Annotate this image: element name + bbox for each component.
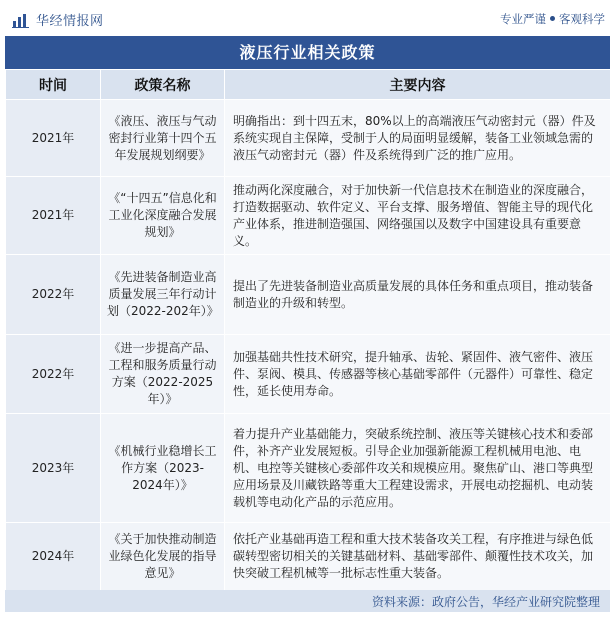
bar-chart-logo-icon [12, 12, 30, 28]
top-bar [0, 0, 615, 36]
slogan [500, 11, 605, 27]
row-year: 2023年 [6, 414, 101, 523]
table-row [6, 335, 611, 414]
row-policy-name: 《机械行业稳增长工作方案（2023-2024年）》 [101, 414, 225, 523]
policy-table [5, 69, 611, 591]
table-row [6, 414, 611, 523]
row-policy-name: 《先进装备制造业高质量发展三年行动计划（2022-202年）》 [101, 255, 225, 335]
row-content: 加强基础共性技术研究，提升轴承、齿轮、紧固件、液气密件、液压件、泵阀、模具、传感器等核心基础零部件（元器件）可靠性、稳定性，延长使用寿命。 [225, 335, 611, 414]
brand-name: 华经情报网 [36, 14, 104, 29]
page-title: 液压行业相关政策 [5, 36, 610, 69]
slogan-right: 客观科学 [559, 12, 605, 26]
table-row [6, 523, 611, 591]
row-policy-name: 《关于加快推动制造业绿色化发展的指导意见》 [101, 523, 225, 591]
source-note: 资料来源：政府公告，华经产业研究院整理 [371, 595, 600, 609]
row-policy-name: 《“十四五”信息化和工业化深度融合发展规划》 [101, 177, 225, 255]
row-policy-name: 《液压、液压与气动密封行业第十四个五年发展规划纲要》 [101, 100, 225, 177]
row-content: 明确指出：到十四五末，80%以上的高端液压气动密封元（器）件及系统实现自主保障，受制于人的局面明显缓解，装备工业领域急需的液压气动密封元（器）件及系统得到广泛的推广应用。 [225, 100, 611, 177]
row-content: 提出了先进装备制造业高质量发展的具体任务和重点项目，推动装备制造业的升级和转型。 [225, 255, 611, 335]
slogan-dot [550, 16, 555, 21]
column-header-main-content: 主要内容 [225, 70, 611, 100]
row-year: 2021年 [6, 177, 101, 255]
table-row [6, 255, 611, 335]
row-content: 依托产业基础再造工程和重大技术装备攻关工程，有序推进与绿色低碳转型密切相关的关键基础材料、基础零部件、颠覆性技术攻关，加快突破工程机械等一批标志性重大装备。 [225, 523, 611, 591]
row-year: 2024年 [6, 523, 101, 591]
row-year: 2022年 [6, 335, 101, 414]
row-content: 着力提升产业基础能力，突破系统控制、液压等关键核心技术和委部件，补齐产业发展短板。引导企业加强新能源工程机械用电池、电机、电控等关键核心委部件攻关和规模应用。聚焦矿山、港口等典型应用场景及川藏铁路等重大工程建设需求，开展电动挖掘机、电动装载机等电动化产品的示范应用。 [225, 414, 611, 523]
row-content: 推动两化深度融合，对于加快新一代信息技术在制造业的深度融合，打造数据驱动、软件定义、平台支撑、服务增值、智能主导的现代化产业体系，推进制造强国、网络强国以及数字中国建设具有重要意义。 [225, 177, 611, 255]
brand [12, 10, 104, 29]
row-policy-name: 《进一步提高产品、工程和服务质量行动方案（2022-2025年）》 [101, 335, 225, 414]
row-year: 2022年 [6, 255, 101, 335]
row-year: 2021年 [6, 100, 101, 177]
column-header-policy-name: 政策名称 [101, 70, 225, 100]
column-header-time: 时间 [6, 70, 101, 100]
table-header-row [6, 70, 611, 100]
footer-bar [5, 590, 610, 612]
table-row [6, 177, 611, 255]
slogan-left: 专业严谨 [500, 12, 546, 26]
table-row [6, 100, 611, 177]
